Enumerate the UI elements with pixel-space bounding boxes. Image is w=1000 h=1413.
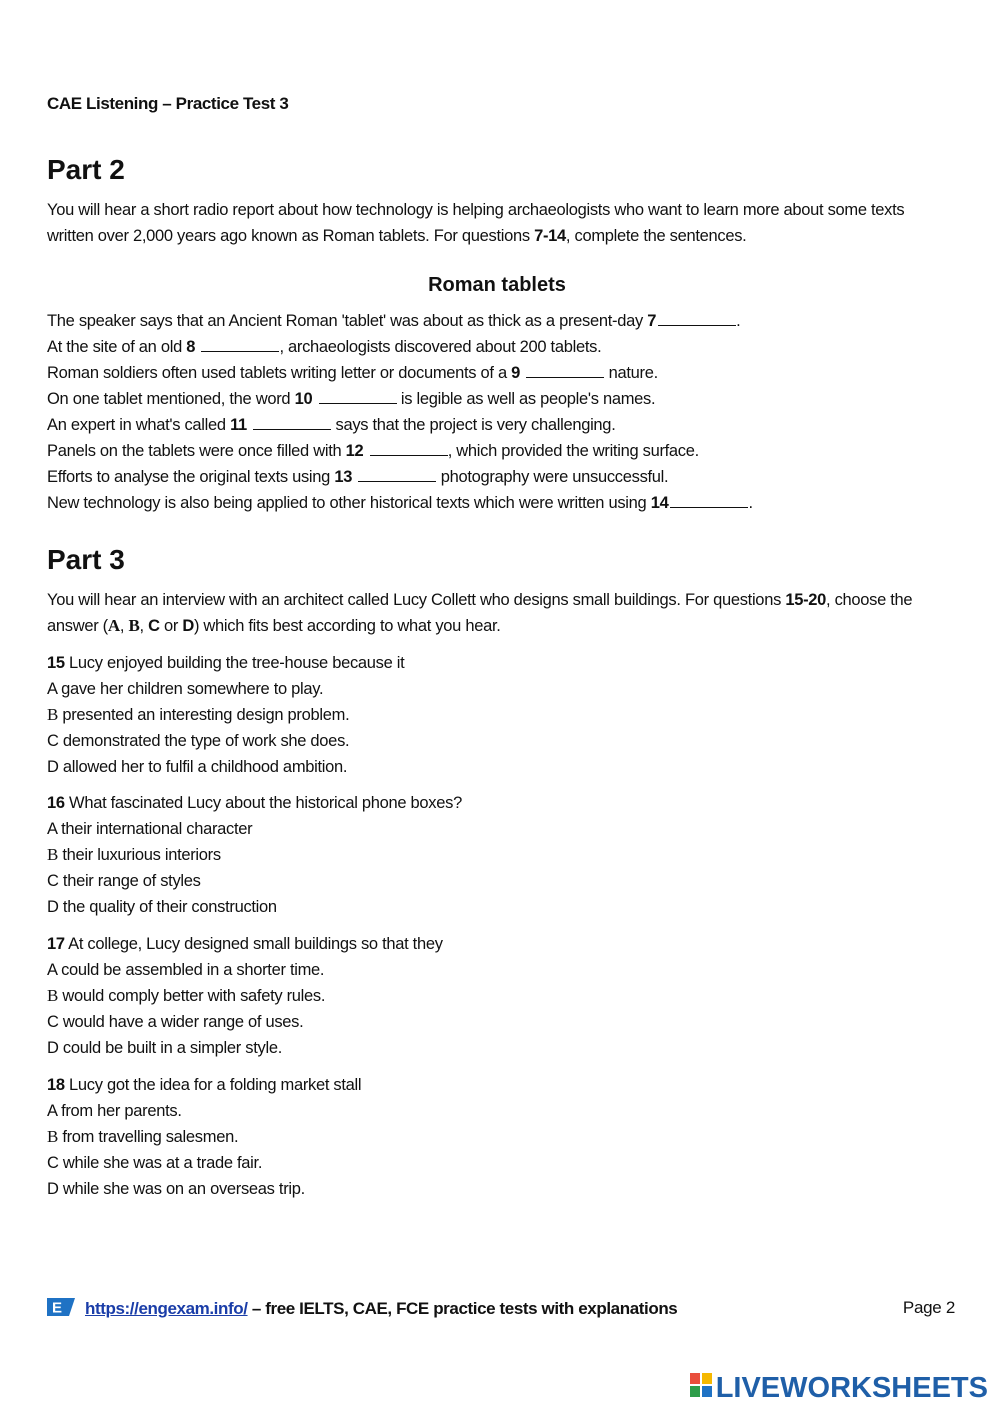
question-17 — [47, 931, 443, 1061]
sentence-10: On one tablet mentioned, the word 10 is legible as well as people's names. — [47, 390, 656, 408]
answer-blank-7[interactable] — [658, 311, 736, 326]
liveworksheets-watermark — [690, 1372, 988, 1405]
part3-intro: You will hear an interview with an architect called Lucy Collett who designs small buildings. For questions 15-20, choose the answer (A, B, C or D) which fits best according to what you hear. — [47, 591, 913, 635]
part2-intro — [47, 197, 947, 249]
sentence-12: Panels on the tablets were once filled with 12 , which provided the writing surface. — [47, 442, 699, 460]
answer-blank-8[interactable] — [201, 337, 279, 352]
answer-blank-11[interactable] — [253, 415, 331, 430]
sentence-11: An expert in what's called 11 says that the project is very challenging. — [47, 416, 616, 434]
question-stem: 18 Lucy got the idea for a folding market stall — [47, 1076, 362, 1094]
liveworksheets-logo-icon — [690, 1372, 712, 1405]
question-stem: 17 At college, Lucy designed small buildings so that they — [47, 935, 443, 953]
part2-intro-end: , complete the sentences. — [565, 227, 747, 245]
page-footer — [47, 1298, 955, 1321]
part2-intro-text: You will hear a short radio report about how technology is helping archaeologists who want to learn more about some texts written over 2,000 years ago known as Roman tablets. For questions — [47, 201, 905, 245]
footer-tagline: – free IELTS, CAE, FCE practice tests with explanations — [247, 1298, 678, 1318]
option-a[interactable]: A could be assembled in a shorter time. — [47, 961, 325, 979]
answer-blank-12[interactable] — [370, 441, 448, 456]
watermark-text: LIVEWORKSHEETS — [715, 1372, 988, 1404]
sentence-14: New technology is also being applied to other historical texts which were written using 14 . — [47, 494, 753, 512]
part3-heading: Part 3 — [47, 544, 125, 575]
answer-blank-10[interactable] — [319, 389, 397, 404]
document-title: CAE Listening – Practice Test 3 — [47, 94, 289, 113]
engexam-logo-icon — [47, 1298, 75, 1321]
option-b[interactable]: B from travelling salesmen. — [47, 1127, 239, 1146]
question-stem: 15 Lucy enjoyed building the tree-house because it — [47, 654, 405, 672]
question-18 — [47, 1072, 361, 1202]
answer-blank-9[interactable] — [526, 363, 604, 378]
sentence-9: Roman soldiers often used tablets writing letter or documents of a 9 nature. — [47, 364, 658, 382]
answer-blank-14[interactable] — [670, 493, 748, 508]
option-c[interactable]: C would have a wider range of uses. — [47, 1013, 304, 1031]
option-d[interactable]: D could be built in a simpler style. — [47, 1039, 282, 1057]
option-d[interactable]: D the quality of their construction — [47, 898, 277, 916]
page-number: Page 2 — [902, 1298, 955, 1317]
option-a[interactable]: A their international character — [47, 820, 253, 838]
option-d[interactable]: D while she was on an overseas trip. — [47, 1180, 305, 1198]
option-a[interactable]: A gave her children somewhere to play. — [47, 680, 324, 698]
part2-question-range: 7-14 — [534, 227, 566, 245]
sentence-13: Efforts to analyse the original texts using 13 photography were unsuccessful. — [47, 468, 669, 486]
question-16 — [47, 790, 462, 920]
engexam-link[interactable]: https://engexam.info/ — [85, 1298, 248, 1318]
part2-heading: Part 2 — [47, 154, 125, 185]
sentence-list — [47, 308, 753, 516]
option-d[interactable]: D allowed her to fulfil a childhood ambition. — [47, 758, 348, 776]
section-title: Roman tablets — [428, 274, 566, 296]
question-15 — [47, 650, 404, 780]
option-b[interactable]: B their luxurious interiors — [47, 845, 221, 864]
option-a[interactable]: A from her parents. — [47, 1102, 182, 1120]
option-c[interactable]: C demonstrated the type of work she does. — [47, 732, 350, 750]
option-b[interactable]: B would comply better with safety rules. — [47, 986, 326, 1005]
option-c[interactable]: C their range of styles — [47, 872, 201, 890]
option-c[interactable]: C while she was at a trade fair. — [47, 1154, 263, 1172]
sentence-7: The speaker says that an Ancient Roman 'tablet' was about as thick as a present-day 7 . — [47, 312, 741, 330]
option-b[interactable]: B presented an interesting design problem. — [47, 705, 350, 724]
answer-blank-13[interactable] — [358, 467, 436, 482]
question-stem: 16 What fascinated Lucy about the historical phone boxes? — [47, 794, 462, 812]
svg-text:E: E — [52, 1299, 62, 1316]
sentence-8: At the site of an old 8 , archaeologists discovered about 200 tablets. — [47, 338, 602, 356]
